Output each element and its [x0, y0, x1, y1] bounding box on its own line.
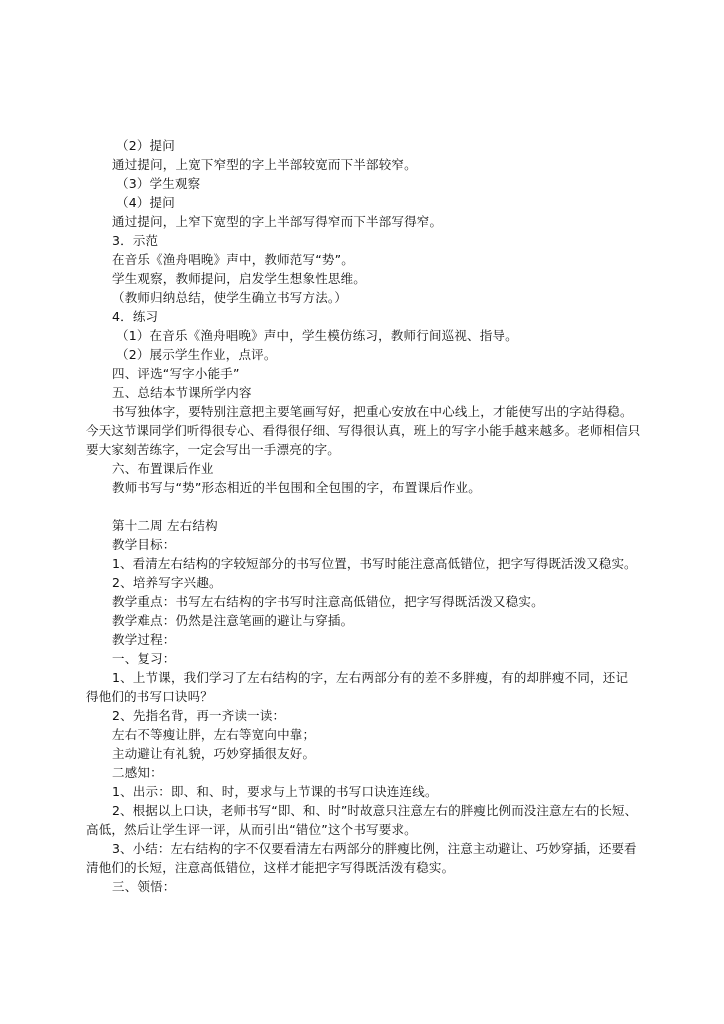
text-line: （教师归纳总结，使学生确立书写方法。） — [112, 290, 348, 305]
text-line: （2）提问 — [116, 138, 175, 153]
text-line: （3）学生观察 — [116, 176, 201, 191]
text-line: 清他们的长短，注意高低错位，这样才能把字写得既活泼有稳实。 — [86, 860, 455, 875]
text-line: （2）展示学生作业，点评。 — [116, 347, 277, 362]
text-line: 书写独体字，要特别注意把主要笔画写好，把重心安放在中心线上，才能使写出的字站得稳。 — [112, 404, 633, 419]
section-heading: 三、领悟： — [112, 879, 176, 894]
text-line: 学生观察，教师提问，启发学生想象性思维。 — [112, 271, 367, 286]
text-line: 教学重点：书写左右结构的字书写时注意高低错位，把字写得既活泼又稳实。 — [112, 594, 544, 609]
section-heading: 一、复习： — [112, 651, 176, 666]
text-line: 主动避让有礼貌，巧妙穿插很友好。 — [112, 746, 316, 761]
text-line: 要大家刻苦练字，一定会写出一手漂亮的字。 — [86, 442, 341, 457]
text-line: 1、上节课，我们学习了左右结构的字，左右两部分有的差不多胖瘦，有的却胖瘦不同，还记 — [112, 670, 629, 685]
section-heading: 六、布置课后作业 — [112, 461, 214, 476]
text-line: 教学难点：仍然是注意笔画的避让与穿插。 — [112, 613, 354, 628]
text-line: 3．示范 — [112, 233, 159, 248]
text-line: 4．练习 — [112, 309, 159, 324]
text-line: 得他们的书写口诀吗？ — [86, 689, 214, 704]
text-line: 2、根据以上口诀，老师书写“即、和、时”时故意只注意左右的胖瘦比例而没注意左右的长短、 — [112, 803, 638, 818]
text-line: 在音乐《渔舟唱晚》声中，教师范写“势”。 — [112, 252, 354, 267]
text-line: 教学目标： — [112, 537, 176, 552]
text-line: 左右不等瘦让胖，左右等宽向中靠； — [112, 727, 316, 742]
text-line: 1、看清左右结构的字较短部分的书写位置，书写时能注意高低错位，把字写得既活泼又稳实。 — [112, 556, 637, 571]
text-line: 教学过程： — [112, 632, 176, 647]
section-heading: 五、总结本节课所学内容 — [112, 385, 252, 400]
section-heading: 二感知： — [112, 765, 163, 780]
text-line: 1、出示：即、和、时，要求与上节课的书写口诀连连线。 — [112, 784, 438, 799]
text-line: （4）提问 — [116, 195, 175, 210]
text-line: 教师书写与“势”形态相近的半包围和全包围的字，布置课后作业。 — [112, 480, 481, 495]
text-line: 3、小结：左右结构的字不仅要看清左右两部分的胖瘦比例，注意主动避让、巧妙穿插，还要看 — [112, 841, 637, 856]
text-line: 2、先指名背，再一齐读一读： — [112, 708, 286, 723]
text-line: 高低，然后让学生评一评，从而引出“错位”这个书写要求。 — [86, 822, 417, 837]
text-line: （1）在音乐《渔舟唱晚》声中，学生模仿练习，教师行间巡视、指导。 — [116, 328, 518, 343]
text-line: 今天这节课同学们听得很专心、看得很仔细、写得很认真，班上的写字小能手越来越多。老师相信只 — [86, 423, 641, 438]
lesson-title: 第十二周 左右结构 — [112, 518, 218, 533]
text-line: 通过提问，上宽下窄型的字上半部较宽而下半部较窄。 — [112, 157, 417, 172]
text-line: 通过提问，上窄下宽型的字上半部写得窄而下半部写得窄。 — [112, 214, 443, 229]
section-heading: 四、评选“写字小能手” — [112, 366, 240, 381]
text-line: 2、培养写字兴趣。 — [112, 575, 222, 590]
